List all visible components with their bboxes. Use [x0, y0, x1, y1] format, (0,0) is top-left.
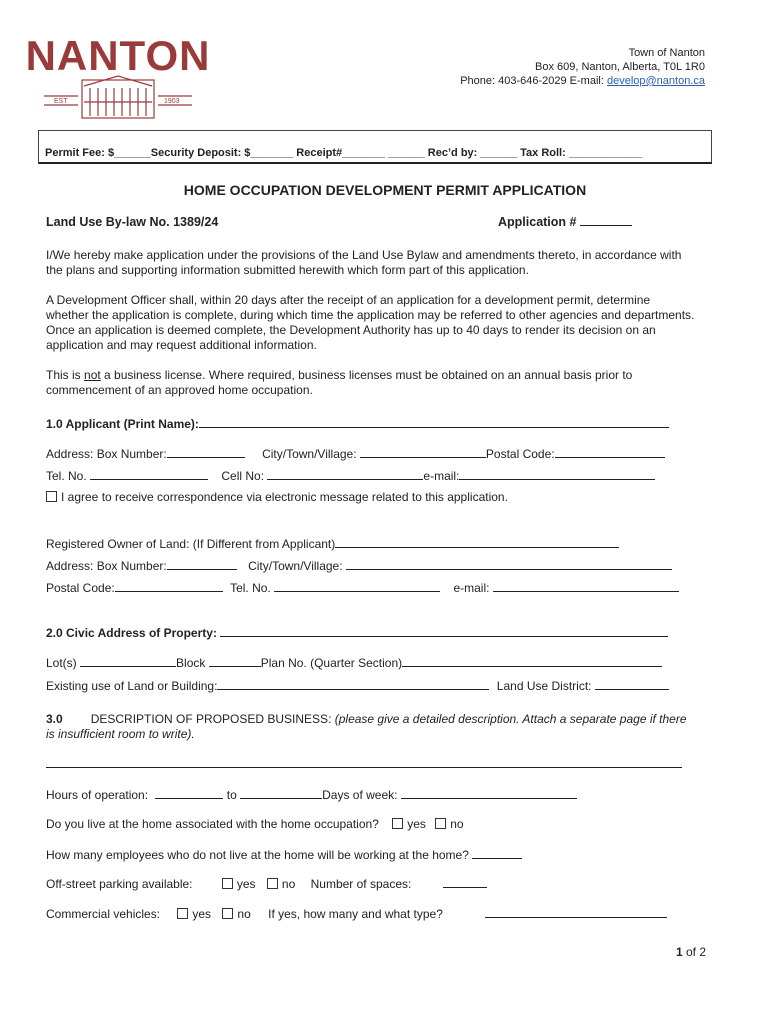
- owner-box-number-field[interactable]: [167, 558, 237, 570]
- intro-3-part-b: a business license. Where required, business licenses must be obtained on an annual basis prior to commencement of an approved home occupation.: [46, 368, 633, 397]
- email-link[interactable]: develop@nanton.ca: [606, 75, 705, 87]
- owner-address-row: [46, 558, 682, 573]
- owner-city-label: City/Town/Village:: [248, 559, 343, 573]
- town-name: Town of Nanton: [628, 47, 705, 59]
- intro-3-not: not: [84, 368, 101, 382]
- cell-field[interactable]: [267, 468, 423, 480]
- fee-line: Permit Fee: $______Security Deposit: $_______ Receipt#_______ ______ Rec’d by: ______ Tax Roll: ____________: [45, 147, 643, 159]
- application-number: [498, 215, 632, 229]
- intro-3-part-a: This is: [46, 368, 85, 382]
- district-label: Land Use District:: [496, 679, 592, 693]
- days-field[interactable]: [401, 787, 577, 799]
- existing-use-row: [46, 678, 682, 693]
- logo-wordmark: NANTON: [25, 32, 211, 79]
- consent-checkbox[interactable]: [46, 491, 57, 502]
- vehicles-yes-checkbox[interactable]: [177, 908, 188, 919]
- hours-from-field[interactable]: [155, 787, 223, 799]
- spaces-field[interactable]: [443, 876, 487, 888]
- owner-box-number-label: Address: Box Number:: [46, 559, 167, 573]
- vehicles-yes-label: yes: [192, 907, 212, 921]
- business-description-label: DESCRIPTION OF PROPOSED BUSINESS:: [90, 712, 335, 726]
- parking-no-checkbox[interactable]: [267, 878, 278, 889]
- days-label: Days of week:: [322, 788, 398, 802]
- owner-label: Registered Owner of Land: (If Different from Applicant): [46, 537, 336, 551]
- live-no-label: no: [450, 817, 464, 831]
- town-address: Box 609, Nanton, Alberta, T0L 1R0: [534, 61, 705, 73]
- office-use-box: [38, 130, 712, 164]
- bylaw-number: Land Use By-law No. 1389/24: [46, 215, 219, 229]
- consent-row: [46, 490, 682, 504]
- intro-paragraph-2: A Development Officer shall, within 20 days after the receipt of an application for a development permit, determine whether the application is complete, during which time the application may be referred to other agencies and departments. Once an application is deemed complete, the Development Authority has up to 40 days to render its decision on an application and may request additional information.: [46, 293, 695, 352]
- parking-row: [46, 876, 682, 891]
- block-label: Block: [176, 656, 206, 670]
- page-total: of 2: [682, 945, 706, 959]
- owner-contact-row: [46, 580, 682, 595]
- employees-field[interactable]: [472, 847, 522, 859]
- logo-year: 1903: [164, 98, 180, 105]
- postal-code-label: Postal Code:: [485, 447, 555, 461]
- live-at-home-label: Do you live at the home associated with the home occupation?: [46, 817, 379, 831]
- page-number: [676, 945, 706, 959]
- lots-field[interactable]: [80, 655, 176, 667]
- hours-row: [46, 787, 682, 802]
- vehicles-no-checkbox[interactable]: [222, 908, 233, 919]
- owner-email-label: e-mail:: [453, 581, 490, 595]
- city-field[interactable]: [360, 446, 486, 458]
- vehicles-no-label: no: [237, 907, 251, 921]
- applicant-name-label: 1.0 Applicant (Print Name):: [46, 417, 199, 431]
- business-description-note: (please give a detailed description. Attach a separate page if there is insufficient room to write).: [46, 712, 687, 741]
- page-current: 1: [675, 945, 683, 959]
- vehicles-type-field[interactable]: [485, 906, 667, 918]
- tel-label: Tel. No.: [46, 469, 87, 483]
- tel-field[interactable]: [90, 468, 208, 480]
- parking-yes-label: yes: [236, 877, 256, 891]
- owner-city-field[interactable]: [346, 558, 672, 570]
- email-field[interactable]: [459, 468, 655, 480]
- box-number-label: Address: Box Number:: [46, 447, 167, 461]
- existing-use-label: Existing use of Land or Building:: [46, 679, 218, 693]
- city-label: City/Town/Village:: [262, 447, 357, 461]
- owner-postal-label: Postal Code:: [46, 581, 115, 595]
- parking-yes-checkbox[interactable]: [222, 878, 233, 889]
- applicant-name-field[interactable]: [199, 416, 669, 428]
- owner-postal-field[interactable]: [115, 580, 223, 592]
- postal-code-field[interactable]: [555, 446, 665, 458]
- applicant-name-row: [46, 416, 682, 431]
- live-at-home-row: [46, 817, 682, 831]
- parking-label: Off-street parking available:: [46, 877, 193, 891]
- civic-address-field[interactable]: [220, 625, 668, 637]
- section-3-number: 3.0: [46, 712, 63, 726]
- hours-to-label: to: [226, 788, 237, 802]
- civic-address-label: 2.0 Civic Address of Property:: [46, 626, 217, 640]
- applicant-address-row: [46, 446, 682, 461]
- live-no-checkbox[interactable]: [435, 818, 446, 829]
- town-contact-info: [460, 46, 705, 88]
- civic-address-row: [46, 625, 682, 640]
- form-title: HOME OCCUPATION DEVELOPMENT PERMIT APPLICATION: [183, 182, 587, 198]
- application-number-label: Application #: [498, 215, 577, 229]
- owner-tel-label: Tel. No.: [230, 581, 271, 595]
- intro-paragraph-1: I/We hereby make application under the provisions of the Land Use Bylaw and amendments thereto, in accordance with the plans and supporting information submitted herewith which form part of this application.: [46, 248, 682, 277]
- spaces-label: Number of spaces:: [310, 877, 412, 891]
- vehicles-row: [46, 906, 682, 921]
- lots-label: Lot(s): [46, 656, 77, 670]
- town-phone: Phone: 403-646-2029 E-mail:: [460, 75, 607, 87]
- town-phone-email: [460, 74, 705, 88]
- nanton-logo: [25, 26, 211, 122]
- block-field[interactable]: [209, 655, 261, 667]
- cell-label: Cell No:: [221, 469, 265, 483]
- owner-field[interactable]: [335, 536, 619, 548]
- owner-tel-field[interactable]: [274, 580, 440, 592]
- district-field[interactable]: [595, 678, 669, 690]
- employees-label: How many employees who do not live at the home will be working at the home?: [46, 848, 469, 862]
- business-description-field[interactable]: [46, 756, 682, 768]
- application-number-field[interactable]: [580, 215, 632, 226]
- hours-to-field[interactable]: [240, 787, 322, 799]
- owner-row: [46, 536, 682, 551]
- consent-label: I agree to receive correspondence via electronic message related to this application.: [61, 490, 508, 504]
- employees-row: [46, 847, 682, 862]
- parking-no-label: no: [281, 877, 296, 891]
- live-yes-checkbox[interactable]: [392, 818, 403, 829]
- box-number-field[interactable]: [167, 446, 245, 458]
- intro-paragraph-3: [46, 368, 696, 398]
- logo-est: EST: [54, 98, 68, 105]
- vehicles-type-label: If yes, how many and what type?: [268, 907, 443, 921]
- plan-label: Plan No. (Quarter Section): [260, 656, 403, 670]
- applicant-phone-row: [46, 468, 682, 483]
- email-label: e-mail:: [423, 469, 460, 483]
- hours-label: Hours of operation:: [46, 788, 149, 802]
- business-description-heading: [46, 712, 696, 742]
- owner-email-field[interactable]: [493, 580, 679, 592]
- vehicles-label: Commercial vehicles:: [46, 907, 161, 921]
- live-yes-label: yes: [407, 817, 426, 831]
- legal-description-row: [46, 655, 682, 670]
- plan-field[interactable]: [402, 655, 662, 667]
- existing-use-field[interactable]: [217, 678, 489, 690]
